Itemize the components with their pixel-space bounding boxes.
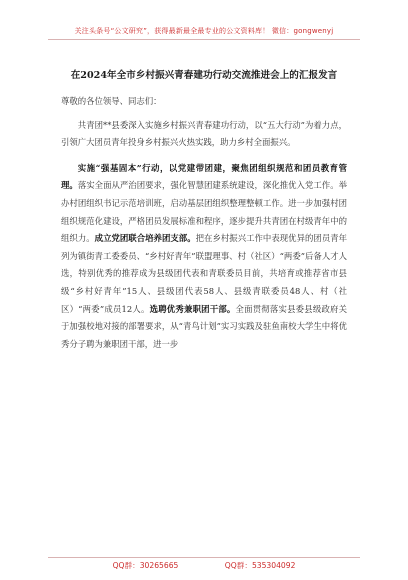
page-header [0, 0, 408, 52]
section3-text: 全面贯彻落实县委县级政府关于加强校地对接的部署要求，从“青鸟计划”实习实践及驻鱼南校大学生中将优秀分子聘为兼职团干部，进一步 [61, 303, 348, 349]
document-body [61, 66, 347, 353]
body-paragraph [61, 160, 347, 354]
salutation: 尊敬的各位领导、同志们： [61, 96, 162, 106]
header-banner: 关注头条号“公文研究”，获得最新最全最专业的公文资料库！ 微信：gongwenyj [74, 27, 334, 35]
section2-heading: 成立党团联合培养团支部。 [94, 233, 196, 244]
intro-paragraph: 共青团**县委深入实施乡村振兴青春建功行动，以“五大行动”为着力点，引领广大团员青年投身乡村振兴火热实践，助力乡村全面振兴。 [61, 119, 347, 148]
section2-text: 把在乡村振兴工作中表现优异的团员青年列为镇街青工委委员、“乡村好青年”联盟理事、村（社区）“两委”后备人才人选，特别优秀的推荐成为县级团代表和青联委员目前，共培育或推荐省市县级“乡村好青年”15人、县级团代表58人、县级青联委员48人、村（社区）“两委”成员12人。 [61, 233, 348, 314]
footer-divider [48, 557, 360, 558]
document-title: 在2024年全市乡村振兴青春建功行动交流推进会上的汇报发言 [70, 70, 338, 81]
header-divider [48, 39, 360, 40]
page-footer [0, 560, 408, 571]
section3-heading: 选聘优秀兼职团干部。 [149, 303, 236, 314]
section1-heading: 实施“强基固本”行动，以党建带团建，聚焦团组织规范和团员教育管理。 [61, 162, 347, 191]
footer-qq-group-1: QQ群：30265665 [112, 561, 179, 570]
section1-text: 落实全面从严治团要求，强化智慧团建系统建设，深化推优入党工作。举办村团组织书记示范培训班，启动基层团组织整理整顿工作。进一步加强村团组织规范化建设，严格团员发展标准和程序，逐步提升共青团在村级青年中的组织力。 [61, 180, 347, 244]
footer-qq-group-2: QQ群：535304092 [224, 561, 296, 570]
